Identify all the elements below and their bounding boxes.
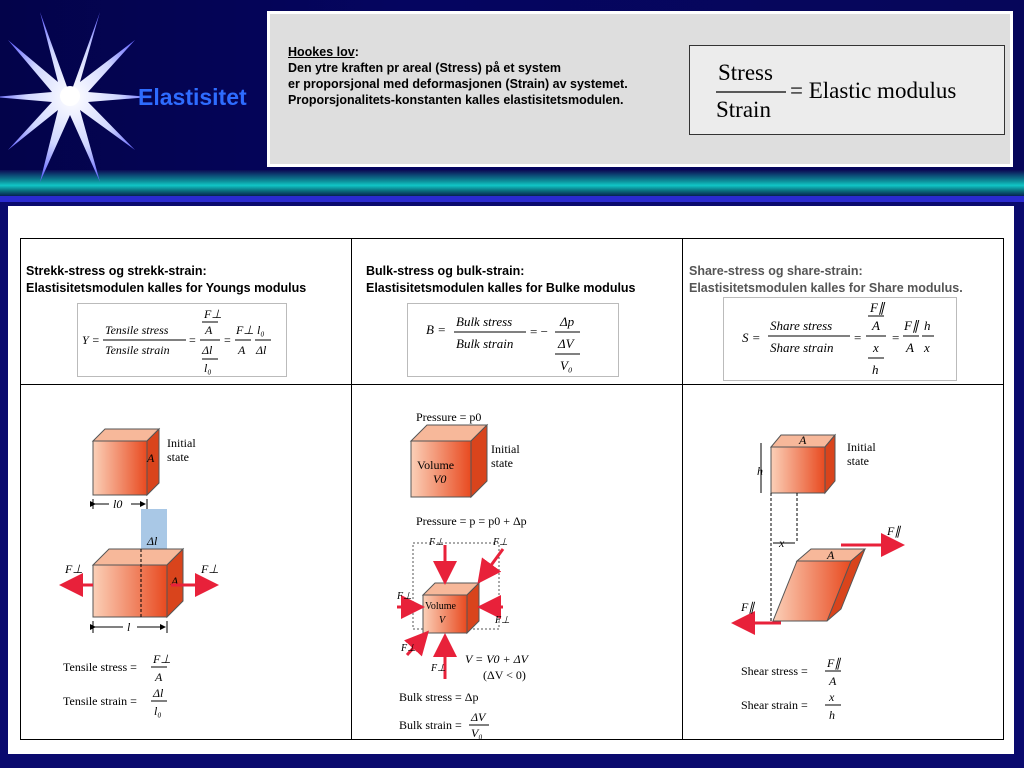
h-label: h — [757, 464, 763, 478]
svg-text:A: A — [829, 674, 837, 688]
face-label: A — [827, 548, 835, 562]
svg-text:= −: = − — [530, 324, 548, 339]
shear-strain-label: Shear strain = — [741, 698, 808, 712]
svg-text:F⊥: F⊥ — [204, 307, 222, 321]
volume-label: V — [439, 615, 446, 626]
hooke-label: Hookes lov — [288, 45, 355, 59]
shear-formula — [723, 297, 957, 381]
divider-band-lower — [0, 196, 1024, 202]
hooke-line-3: Proporsjonalitets-konstanten kalles elastisitetsmodulen. — [288, 93, 624, 107]
svg-text:F∥: F∥ — [870, 300, 885, 315]
force-label: F⊥ — [429, 537, 444, 548]
volume-label: V0 — [433, 472, 447, 486]
svg-text:=: = — [854, 330, 862, 345]
svg-text:=: = — [892, 330, 900, 345]
bulk-stress-label: Bulk stress = Δp — [399, 690, 479, 704]
initial-label: Initial — [167, 436, 196, 450]
svg-text:F⊥: F⊥ — [236, 323, 254, 337]
initial-label: state — [847, 454, 869, 468]
force-label: F⊥ — [65, 562, 83, 576]
heading-line: Elastisitetsmodulen kalles for Bulke modulus — [366, 281, 636, 295]
slide-title: Elastisitet — [138, 84, 247, 110]
svg-text:Δl: Δl — [202, 343, 213, 357]
svg-text:F∥: F∥ — [904, 318, 919, 333]
heading-line: Elastisitetsmodulen kalles for Youngs modulus — [26, 281, 307, 295]
svg-text:Tensile strain: Tensile strain — [105, 343, 170, 357]
svg-text:Share stress: Share stress — [770, 318, 833, 333]
svg-text:Δl: Δl — [256, 343, 267, 357]
svg-text:Share strain: Share strain — [770, 340, 834, 355]
heading-line: Share-stress og share-strain: — [689, 264, 863, 278]
svg-text:x: x — [829, 690, 835, 704]
heading-line: Elastisitetsmodulen kalles for Share modulus. — [689, 281, 963, 295]
force-label: F∥ — [741, 600, 755, 614]
force-label: F⊥ — [495, 615, 510, 626]
svg-text:h: h — [872, 362, 879, 377]
svg-text:A: A — [155, 670, 163, 684]
svg-text:A: A — [238, 343, 246, 357]
face-label: A — [147, 451, 155, 465]
figures — [21, 385, 1003, 739]
svg-text:Δp: Δp — [560, 314, 575, 329]
svg-text:S =: S = — [742, 330, 761, 345]
svg-text:l₀: l₀ — [154, 704, 162, 718]
hooke-line-2: er proporsjonal med deformasjonen (Strain) av systemet. — [288, 77, 628, 91]
shear-stress-label: Shear stress = — [741, 664, 808, 678]
tensile-stress-label: Tensile stress = — [63, 660, 137, 674]
youngs-formula — [77, 303, 287, 377]
shear-figure — [737, 433, 901, 722]
hooke-colon: : — [354, 45, 359, 59]
svg-text:A: A — [872, 318, 880, 333]
dl-label: Δl — [147, 534, 158, 548]
svg-text:A: A — [906, 340, 914, 355]
l-label: l — [127, 620, 131, 634]
l0-label: l0 — [113, 497, 123, 511]
svg-text:x: x — [924, 340, 930, 355]
eq-numerator: Stress — [718, 60, 773, 85]
hooke-law-box — [267, 11, 1013, 167]
svg-text:h: h — [924, 318, 931, 333]
column-heading-tensile — [26, 263, 306, 297]
volume-label: Volume — [417, 458, 455, 472]
svg-text:Bulk strain: Bulk strain — [456, 336, 514, 351]
hooke-line-1: Den ytre kraften pr areal (Stress) på et system — [288, 61, 562, 75]
svg-text:l₀: l₀ — [257, 323, 265, 337]
face-label: A — [799, 433, 807, 447]
hooke-text — [288, 44, 628, 108]
force-label: F⊥ — [493, 537, 508, 548]
column-heading-shear — [689, 263, 963, 297]
svg-text:B =: B = — [426, 322, 446, 337]
hooke-equation — [689, 45, 1005, 135]
svg-text:F∥: F∥ — [827, 656, 841, 670]
tensile-strain-label: Tensile strain = — [63, 694, 137, 708]
x-label: x — [779, 536, 785, 550]
svg-text:F⊥: F⊥ — [153, 652, 171, 666]
volume-label: Volume — [425, 601, 456, 612]
column-heading-bulk — [366, 263, 636, 297]
svg-text:h: h — [829, 708, 835, 722]
initial-label: state — [167, 450, 189, 464]
svg-text:Bulk stress: Bulk stress — [456, 314, 513, 329]
svg-text:ΔV: ΔV — [471, 710, 486, 724]
content-panel — [8, 206, 1014, 754]
heading-line: Bulk-stress og bulk-strain: — [366, 264, 525, 278]
v-condition: (ΔV < 0) — [483, 668, 526, 682]
svg-text:A: A — [205, 323, 213, 337]
comparison-table — [20, 238, 1004, 740]
force-label: F⊥ — [397, 591, 412, 602]
force-label: F⊥ — [401, 643, 416, 654]
svg-text:ΔV: ΔV — [558, 336, 574, 351]
svg-text:V₀: V₀ — [471, 726, 483, 739]
force-label: F⊥ — [201, 562, 219, 576]
eq-denominator: Strain — [716, 97, 771, 122]
bulk-formula — [407, 303, 619, 377]
initial-label: Initial — [491, 442, 520, 456]
face-label: A — [171, 574, 179, 588]
force-label: F⊥ — [431, 663, 446, 674]
svg-text:=: = — [189, 333, 196, 347]
pressure0-label: Pressure = p0 — [416, 410, 482, 424]
svg-text:Y =: Y = — [82, 333, 100, 347]
svg-text:l₀: l₀ — [204, 361, 212, 375]
tensile-figure — [63, 429, 219, 718]
eq-rhs: = Elastic modulus — [790, 78, 957, 103]
svg-text:V₀: V₀ — [560, 358, 573, 373]
bulk-figure — [396, 410, 530, 739]
svg-text:Δl: Δl — [153, 686, 164, 700]
heading-line: Strekk-stress og strekk-strain: — [26, 264, 207, 278]
svg-text:Tensile stress: Tensile stress — [105, 323, 169, 337]
bulk-strain-label: Bulk strain = — [399, 718, 462, 732]
initial-label: state — [491, 456, 513, 470]
initial-label: Initial — [847, 440, 876, 454]
v-equation: V = V0 + ΔV — [465, 652, 529, 666]
pressure-label: Pressure = p = p0 + Δp — [416, 514, 527, 528]
force-label: F∥ — [887, 524, 901, 538]
svg-text:=: = — [224, 333, 231, 347]
svg-text:x: x — [873, 340, 879, 355]
